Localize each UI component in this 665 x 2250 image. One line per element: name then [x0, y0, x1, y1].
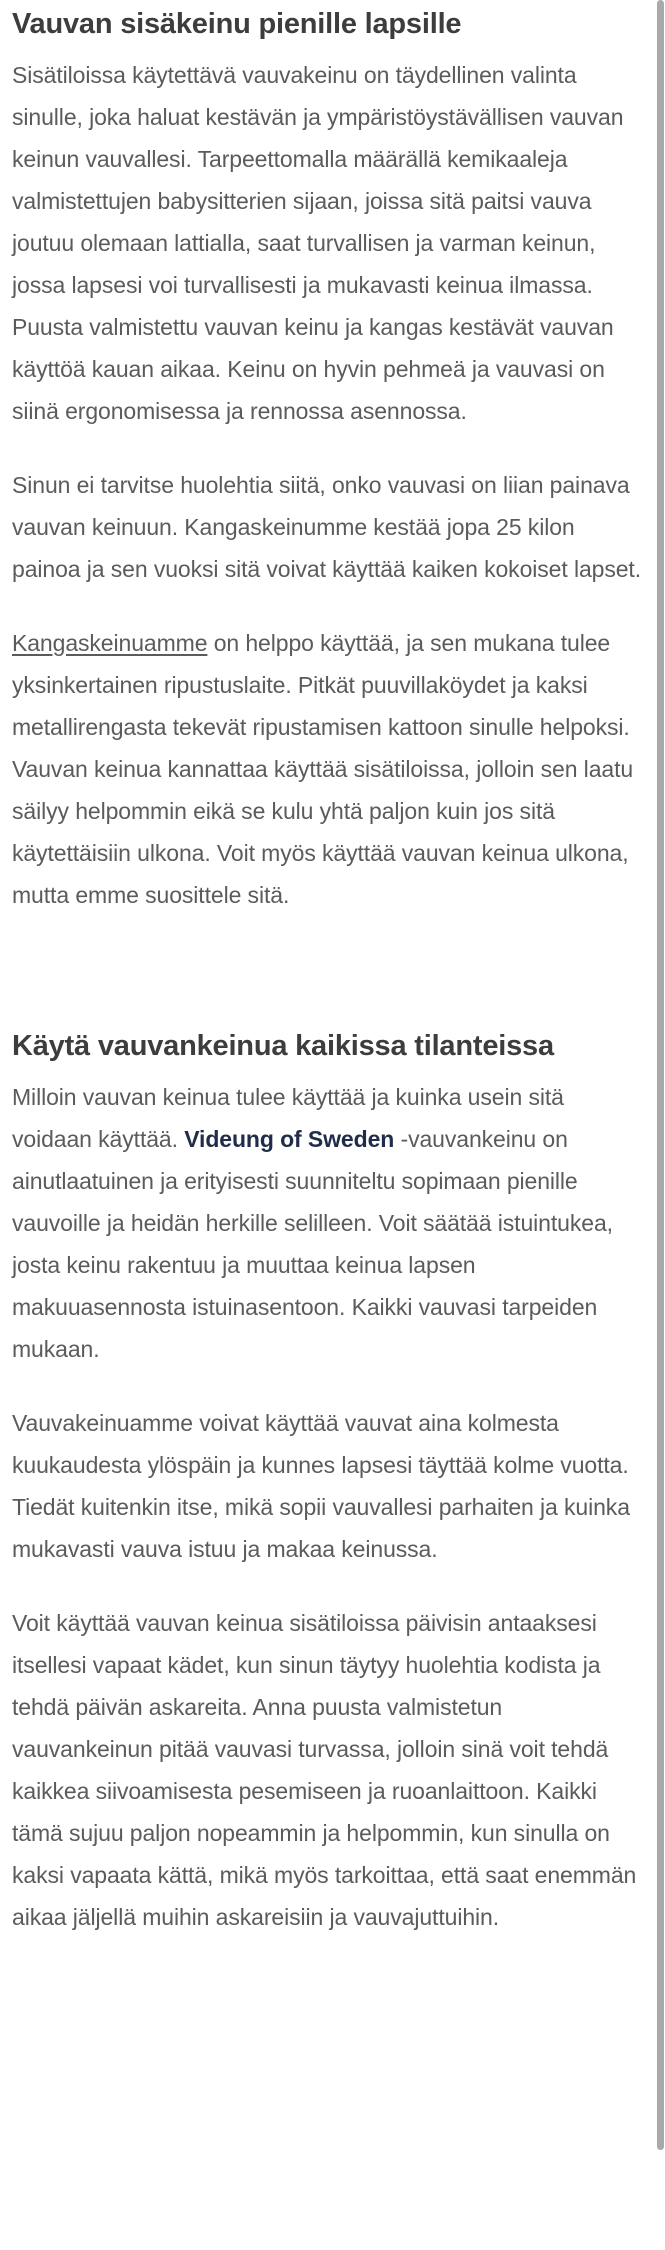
- paragraph-usage: [12, 622, 642, 916]
- scrollbar-thumb[interactable]: [657, 0, 664, 2150]
- fabric-swing-link[interactable]: Kangaskeinuamme: [12, 630, 208, 656]
- paragraph-daily-use: Voit käyttää vauvan keinua sisätiloissa päivisin antaaksesi itsellesi vapaat kädet, kun sinun täytyy huolehtia kodista ja tehdä päivän askareita. Anna puusta valmistetun vauvankeinun pitää vauvasi turvassa, jolloin sinä voit tehdä kaikkea siivoamisesta pesemiseen ja ruoanlaittoon. Kaikki tämä sujuu paljon nopeammin ja helpommin, kun sinulla on kaksi vapaata kättä, mikä myös tarkoittaa, että saat enemmän aikaa jäljellä muihin askareisiin ja vauvajuttuihin.: [12, 1610, 637, 1930]
- paragraph-weight: Sinun ei tarvitse huolehtia siitä, onko vauvasi on liian painava vauvan keinuun. Kangaskeinumme kestää jopa 25 kilon painoa ja sen vuoksi sitä voivat käyttää kaiken kokoiset lapset.: [12, 472, 642, 582]
- paragraph-when-to-use: [12, 1076, 642, 1370]
- brand-name: Videung of Sweden: [184, 1126, 395, 1152]
- scrollbar-track[interactable]: [655, 0, 665, 2250]
- paragraph-age-range: Vauvakeinuamme voivat käyttää vauvat aina kolmesta kuukaudesta ylöspäin ja kunnes lapsesi täyttää kolme vuotta. Tiedät kuitenkin itse, mikä sopii vauvallesi parhaiten ja kuinka mukavasti vauva istuu ja makaa keinussa.: [12, 1410, 630, 1562]
- paragraph-when-to-use-start: Milloin vauvan keinua tulee käyttää ja kuinka usein sitä voidaan käyttää.: [12, 1084, 564, 1152]
- section-heading-indoor-swing: Vauvan sisäkeinu pienille lapsille: [12, 8, 462, 40]
- section-heading-all-situations: Käytä vauvankeinua kaikissa tilanteissa: [12, 1030, 554, 1062]
- paragraph-usage-text: on helppo käyttää, ja sen mukana tulee yksinkertainen ripustuslaite. Pitkät puuvillaköydet ja kaksi metallirengasta tekevät ripustamisen kattoon sinulle helpoksi. Vauvan keinua kannattaa käyttää sisätiloissa, jolloin sen laatu säilyy helpommin eikä se kulu yhtä paljon kuin jos sitä käytettäisiin ulkona. Voit myös käyttää vauvan keinua ulkona, mutta emme suosittele sitä.: [12, 630, 634, 908]
- paragraph-when-to-use-rest: -vauvankeinu on ainutlaatuinen ja erityisesti suunniteltu sopimaan pienille vauvoille ja heidän herkille selilleen. Voit säätää istuintukea, josta keinu rakentuu ja muuttaa keinua lapsen makuuasennosta istuinasentoon. Kaikki vauvasi tarpeiden mukaan.: [12, 1126, 613, 1362]
- paragraph-intro: Sisätiloissa käytettävä vauvakeinu on täydellinen valinta sinulle, joka haluat kestävän ja ympäristöystävällisen vauvan keinun vauvallesi. Tarpeettomalla määrällä kemikaaleja valmistettujen babysitterien sijaan, joissa sitä paitsi vauva joutuu olemaan lattialla, saat turvallisen ja varman keinun, jossa lapsesi voi turvallisesti ja mukavasti keinua ilmassa. Puusta valmistettu vauvan keinu ja kangas kestävät vauvan käyttöä kauan aikaa. Keinu on hyvin pehmeä ja vauvasi on siinä ergonomisessa ja rennossa asennossa.: [12, 62, 624, 424]
- article-content: [12, 0, 642, 1970]
